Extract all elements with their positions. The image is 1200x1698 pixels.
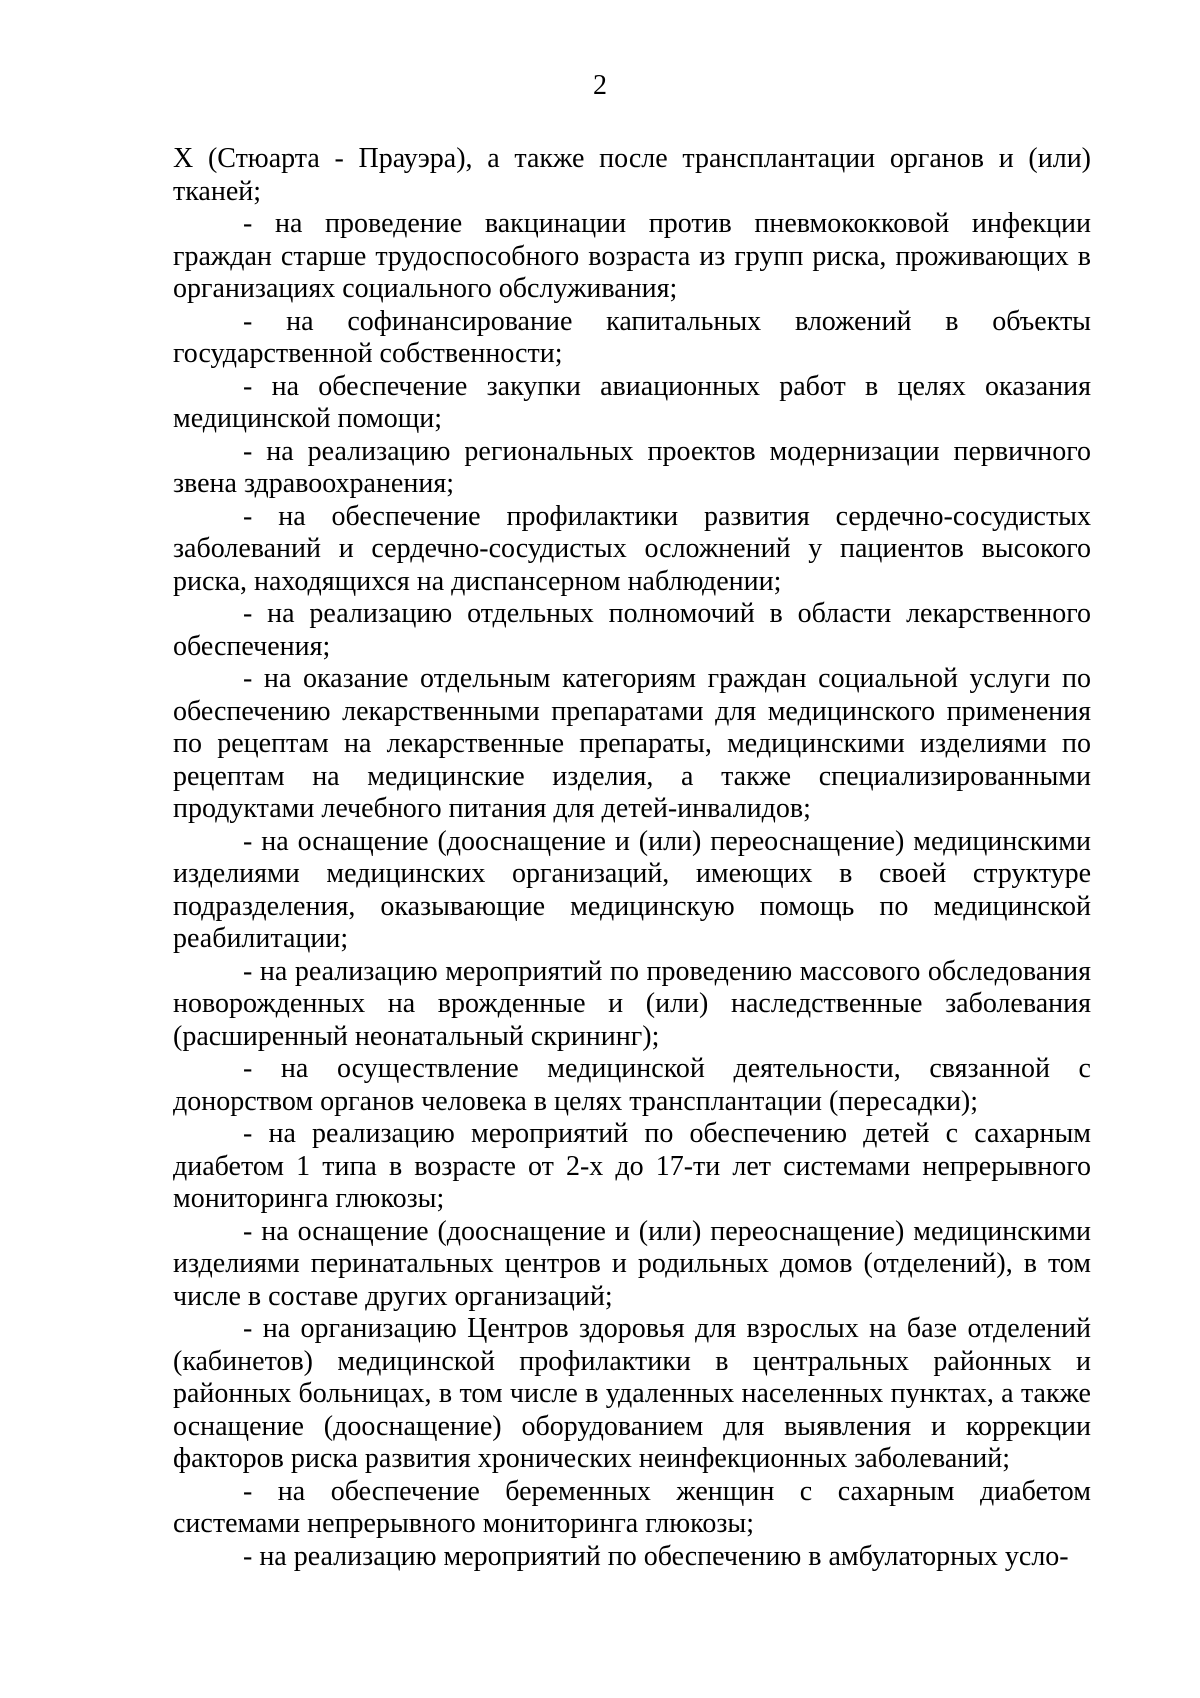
document-body xyxy=(173,143,1091,1573)
list-item: - на оснащение (дооснащение и (или) переоснащение) медицинскими изделиями перинатальных центров и родильных домов (отделений), в том числе в составе других организаций; xyxy=(173,1215,1091,1312)
list-item: - на проведение вакцинации против пневмококковой инфекции граждан старше трудоспособного возраста из групп риска, проживающих в организациях социального обслуживания; xyxy=(173,208,1091,304)
page-number: 2 xyxy=(593,70,607,101)
list-item: - на обеспечение закупки авиационных работ в целях оказания медицинской помощи; xyxy=(173,370,1091,434)
list-item-truncated: - на реализацию мероприятий по обеспечению в амбулаторных усло- xyxy=(243,1540,1069,1572)
list-item: - на организацию Центров здоровья для взрослых на базе отделений (кабинетов) медицинской профилактики в центральных районных и районных больницах, в том числе в удаленных населенных пунктах, а также оснащение (дооснащение) оборудованием для выявления и коррекции факторов риска развития хронических неинфекционных заболеваний; xyxy=(173,1313,1091,1474)
list-item: - на осуществление медицинской деятельности, связанной с донорством органов человека в целях трансплантации (пересадки); xyxy=(173,1053,1091,1117)
list-item: - на софинансирование капитальных вложений в объекты государственной собственности; xyxy=(173,305,1091,369)
list-item: - на реализацию мероприятий по обеспечению детей с сахарным диабетом 1 типа в возрасте от 2-х до 17-ти лет системами непрерывного мониторинга глюкозы; xyxy=(173,1118,1091,1214)
list-item: - на обеспечение профилактики развития сердечно-сосудистых заболеваний и сердечно-сосудистых осложнений у пациентов высокого риска, находящихся на диспансерном наблюдении; xyxy=(173,500,1091,597)
list-item: - на реализацию региональных проектов модернизации первичного звена здравоохранения; xyxy=(173,435,1091,499)
list-item: - на оснащение (дооснащение и (или) переоснащение) медицинскими изделиями медицинских организаций, имеющих в своей структуре подразделения, оказывающие медицинскую помощь по медицинской реабилитации; xyxy=(173,825,1091,954)
list-item: - на реализацию мероприятий по проведению массового обследования новорожденных на врожденные и (или) наследственные заболевания (расширенный неонатальный скрининг); xyxy=(173,955,1091,1052)
list-item: - на реализацию отдельных полномочий в области лекарственного обеспечения; xyxy=(173,598,1091,662)
list-item: - на оказание отдельным категориям граждан социальной услуги по обеспечению лекарственными препаратами для медицинского применения по рецептам на лекарственные препараты, медицинскими изделиями по рецептам на медицинские изделия, а также специализированными продуктами лечебного питания для детей-инвалидов; xyxy=(173,663,1091,824)
list-item: - на обеспечение беременных женщин с сахарным диабетом системами непрерывного мониторинга глюкозы; xyxy=(173,1475,1091,1539)
paragraph-continuation: Х (Стюарта - Прауэра), а также после трансплантации органов и (или) тканей; xyxy=(173,143,1091,207)
